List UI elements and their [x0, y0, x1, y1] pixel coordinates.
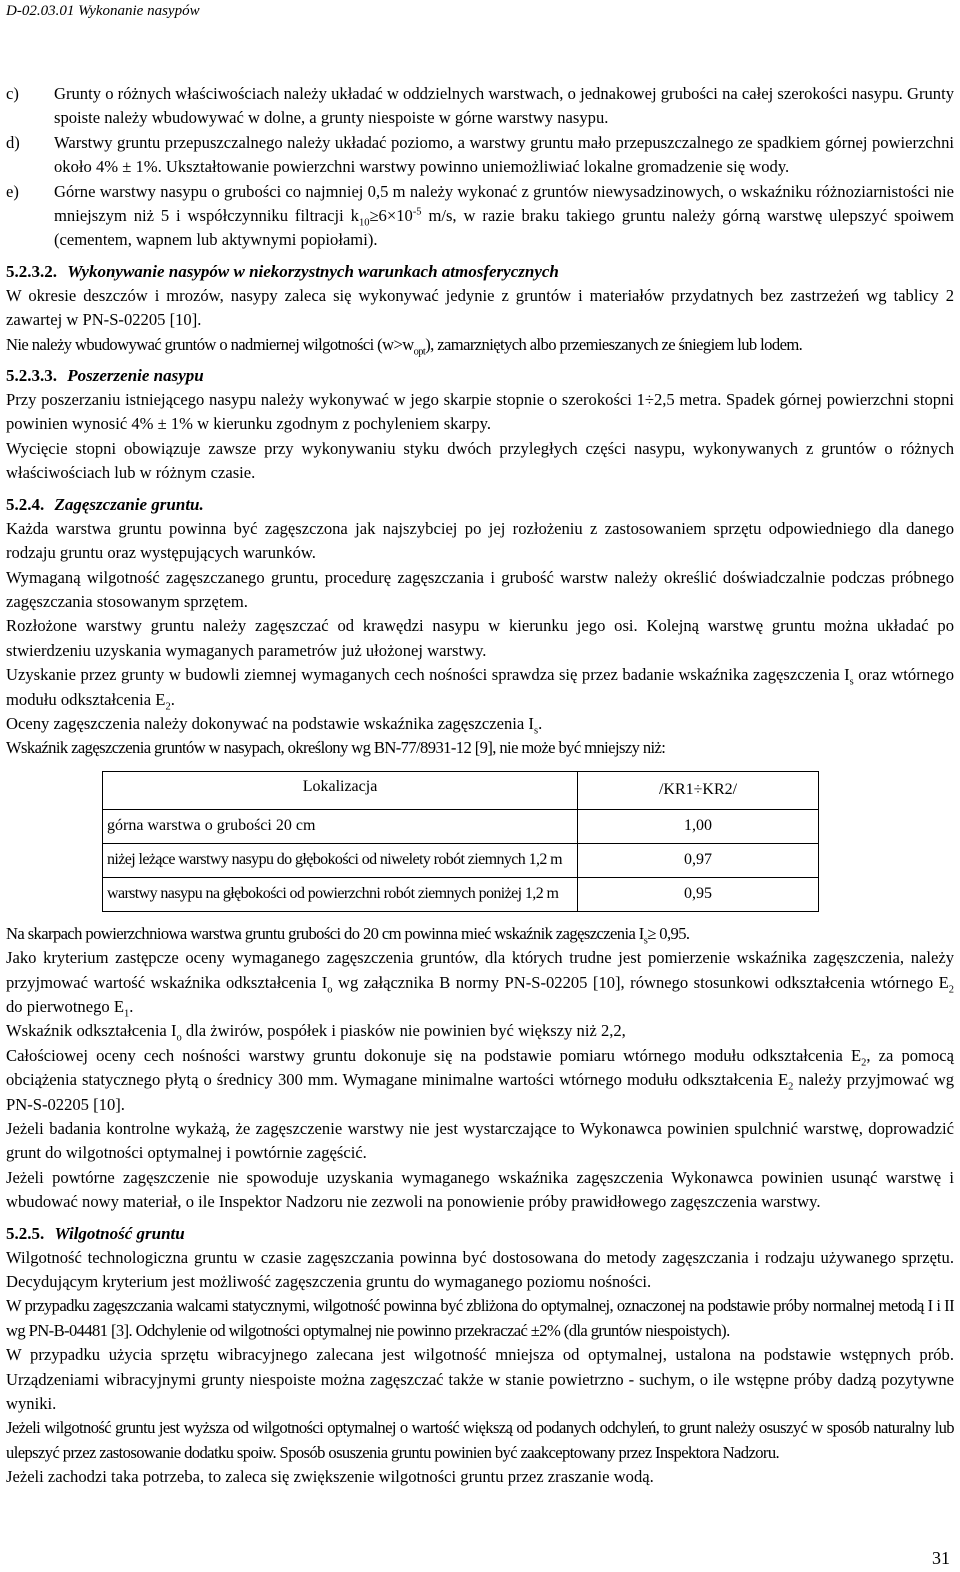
section-number: 5.2.3.3. [6, 366, 57, 386]
text-run: oraz wtórnego modułu odkształcenia E [6, 665, 954, 709]
list-mark: d) [6, 132, 20, 152]
section-heading-5233 [6, 363, 954, 388]
list-item-c [6, 82, 954, 131]
table-row [103, 809, 819, 843]
paragraph: Rozłożone warstwy gruntu należy zagęszczać od krawędzi nasypu w kierunku jego osi. Kolejną warstwę gruntu można układać po stwierdzeniu uzyskania wymaganych parametrów już ułożonej warstwy. [6, 616, 954, 660]
text-run: ≥ 0,95. [647, 923, 690, 943]
text-run: dla żwirów, pospółek i piasków nie powinien być większy niż 2,2, [181, 1021, 626, 1041]
subscript: s [533, 725, 539, 737]
paragraph: Wycięcie stopni obowiązuje zawsze przy wykonywaniu styku dwóch przyległych części nasypu, wykonywanych z gruntów o różnych właściwościach lub w różnym czasie. [6, 438, 954, 483]
paragraph [6, 1044, 954, 1117]
list-item-text [54, 182, 954, 250]
text-run: Oceny zagęszczenia należy dokonywać na podstawie wskaźnika zagęszczenia I [6, 713, 534, 733]
paragraph [6, 333, 954, 357]
table-header-row [103, 771, 819, 809]
paragraph: Każda warstwa gruntu powinna być zagęszczona jak najszybciej po jej rozłożeniu z zastosowaniem sprzętu odpowiedniego dla danego rodzaju gruntu oraz występujących warunków. [6, 518, 954, 563]
section-heading-525 [6, 1221, 954, 1246]
paragraph: Jeżeli zachodzi taka potrzeba, to zaleca się zwiększenie wilgotności gruntu przez zraszanie wodą. [6, 1467, 654, 1487]
paragraph: W okresie deszczów i mrozów, nasypy zaleca się wykonywać jedynie z gruntów i materiałów przydatnych bez zastrzeżeń wg tablicy 2 zawartej w PN-S-02205 [10]. [6, 285, 954, 330]
text-run: Nie należy wbudowywać gruntów o nadmiernej wilgotności (w>w [6, 334, 414, 354]
text-run: ), zamarzniętych albo przemieszanych ze śniegiem lub lodem. [425, 334, 803, 354]
text-run: . [170, 689, 175, 709]
list-mark: c) [6, 84, 19, 103]
compaction-index-table [102, 771, 819, 912]
subscript: o [327, 983, 333, 995]
section-title: Zagęszczanie gruntu. [54, 494, 204, 514]
list-mark: e) [6, 181, 19, 201]
table-cell: 0,97 [578, 843, 819, 877]
list-item-text: Grunty o różnych właściwościach należy układać w oddzielnych warstwach, o jednakowej grubości na całej szerokości nasypu. Grunty spoiste należy wbudowywać w dolne, a grunty niespoiste w górne warstwy nasypu. [54, 84, 954, 128]
section-title: Wilgotność gruntu [54, 1223, 185, 1243]
subscript: 1 [123, 1008, 130, 1020]
section-number: 5.2.5. [6, 1223, 45, 1243]
text-run: Uzyskanie przez grunty w budowli ziemnej wymaganych cech nośności sprawdza się przez badanie wskaźnika zagęszczenia I [6, 665, 850, 685]
subscript: s [849, 676, 854, 688]
subscript: opt [413, 345, 426, 357]
text-run: . [538, 713, 543, 733]
subscript: 2 [861, 1057, 867, 1069]
text-run: Całościowej oceny cech nośności warstwy gruntu dokonuje się na podstawie pomiaru wtórnego modułu odkształcenia E [6, 1045, 862, 1065]
document-page [6, 0, 954, 1490]
table-cell: warstwy nasypu na głębokości od powierzchni robót ziemnych poniżej 1,2 m [103, 877, 578, 911]
text-run: m/s, w razie braku takiego gruntu należy górną warstwę ulepszyć spoiwem (cementem, wapnem lub aktywnymi popiołami). [54, 206, 954, 250]
paragraph: W przypadku zagęszczania walcami statycznymi, wilgotność powinna być zbliżona do optymalnej, oznaczonej na podstawie próby normalnej metodą I i II wg PN-B-04481 [3]. Odchylenie od wilgotności optymalnej nie powinno przekraczać ±2% (dla gruntów niespoistych). [6, 1296, 954, 1340]
table-cell: 0,95 [578, 877, 819, 911]
paragraph: Przy poszerzaniu istniejącego nasypu należy wykonywać w jego skarpie stopnie o szerokości 1÷2,5 metra. Spadek górnej powierzchni stopni powinien wynosić 4% ± 1% w kierunku zgodnym z pochyleniem skarpy. [6, 390, 954, 434]
subscript: 2 [788, 1081, 794, 1093]
text-run: Na skarpach powierzchniowa warstwa gruntu grubości do 20 cm powinna mieć wskaźnik zagęszczenia I [6, 923, 644, 943]
list-item-e [6, 180, 954, 253]
text-run: należy przyjmować wg PN-S-02205 [10]. [6, 1070, 954, 1114]
table-cell: niżej leżące warstwy nasypu do głębokości od niwelety robót ziemnych 1,2 m [103, 843, 578, 877]
subscript: 10 [358, 217, 370, 229]
text-run: Górne warstwy nasypu o grubości co najmniej 0,5 m należy wykonać z gruntów niewysadzinowych, o wskaźniku różnoziarnistości nie mniejszym niż 5 i współczynniku filtracji k [54, 181, 954, 226]
subscript: o [176, 1032, 182, 1044]
paragraph: Wilgotność technologiczna gruntu w czasie zagęszczania powinna być dostosowana do metody zagęszczania i rodzaju używanego sprzętu. Decydującym kryterium jest możliwość zagęszczenia gruntu do wymaganego poziomu nośności. [6, 1247, 954, 1292]
page-number: 31 [932, 1548, 950, 1568]
table-cell: górna warstwa o grubości 20 cm [103, 809, 578, 843]
superscript: -5 [412, 206, 422, 218]
paragraph: Wskaźnik zagęszczenia gruntów w nasypach, określony wg BN-77/8931-12 [9], nie może być mniejszy niż: [6, 738, 666, 758]
paragraph [6, 922, 954, 946]
text-run: do pierwotnego E [6, 996, 124, 1016]
list-item-d [6, 131, 954, 180]
text-run: ≥6×10 [369, 206, 413, 226]
section-title: Poszerzenie nasypu [67, 366, 204, 386]
text-run: . [129, 996, 134, 1016]
paragraph: Wymaganą wilgotność zagęszczanego gruntu, procedurę zagęszczania i grubość warstw należy określić doświadczalnie podczas próbnego zagęszczania stosowanym sprzętem. [6, 567, 954, 611]
paragraph: Jeżeli powtórne zagęszczenie nie spowoduje uzyskania wymaganego wskaźnika zagęszczenia Wykonawca powinien usunąć warstwę i wbudować nowy materiał, o ile Inspektor Nadzoru nie zezwoli na ponowienie próby prawidłowego zagęszczenia warstwy. [6, 1167, 954, 1212]
running-header: D-02.03.01 Wykonanie nasypów [6, 3, 200, 19]
subscript: 2 [165, 700, 171, 712]
paragraph [6, 946, 954, 1019]
table-header-cell: Lokalizacja [103, 771, 578, 809]
section-number: 5.2.4. [6, 494, 45, 514]
table-header-cell: /KR1÷KR2/ [578, 771, 819, 809]
paragraph: Jeżeli wilgotność gruntu jest wyższa od wilgotności optymalnej o wartość większą od podanych odchyleń, to grunt należy osuszyć w sposób naturalny lub ulepszyć przez zastosowanie dodatku spoiw. Sposób osuszenia gruntu powinien być zaakceptowany przez Inspektora Nadzoru. [6, 1418, 954, 1462]
paragraph [6, 712, 954, 736]
section-title: Wykonywanie nasypów w niekorzystnych warunkach atmosferycznych [67, 261, 559, 281]
table-row [103, 877, 819, 911]
table-cell: 1,00 [578, 809, 819, 843]
list-item-text: Warstwy gruntu przepuszczalnego należy układać poziomo, a warstwy gruntu mało przepuszczalnego ze spadkiem górnej powierzchni około 4% ± 1%. Ukształtowanie powierzchni warstwy powinno uniemożliwiać lokalne gromadzenie się wody. [54, 132, 954, 177]
section-heading-524 [6, 492, 954, 517]
section-number: 5.2.3.2. [6, 261, 57, 281]
section-heading-5232 [6, 259, 954, 284]
subscript: 2 [948, 983, 954, 995]
text-run: Jako kryterium zastępcze oceny wymaganego zagęszczenia gruntów, dla których trudne jest pomierzenie wskaźnika zagęszczenia, należy przyjmować wartość wskaźnika odkształcenia I [6, 948, 954, 992]
subscript: s [643, 935, 648, 947]
text-run: wg załącznika B normy PN-S-02205 [10], równego stosunkowi odkształcenia wtórnego E [332, 972, 949, 992]
paragraph [6, 663, 954, 712]
text-run: Wskaźnik odkształcenia I [6, 1021, 177, 1041]
text-run: , za pomocą obciążenia statycznego płytą o średnicy 300 mm. Wymagane minimalne wartości wtórnego modułu odkształcenia E [6, 1045, 954, 1090]
paragraph: W przypadku użycia sprzętu wibracyjnego zalecana jest wilgotność mniejsza od optymalnej, ustalona na podstawie wstępnych prób. Urządzeniami wibracyjnymi grunty niespoiste można zagęszczać także w stanie powietrzno - suchym, o ile wstępne próby dadzą pozytywne wyniki. [6, 1345, 954, 1414]
paragraph [6, 1019, 954, 1043]
table-row [103, 843, 819, 877]
paragraph: Jeżeli badania kontrolne wykażą, że zagęszczenie warstwy nie jest wystarczające to Wykonawca powinien spulchnić warstwę, doprowadzić grunt do wilgotności optymalnej i powtórnie zagęścić. [6, 1119, 954, 1163]
